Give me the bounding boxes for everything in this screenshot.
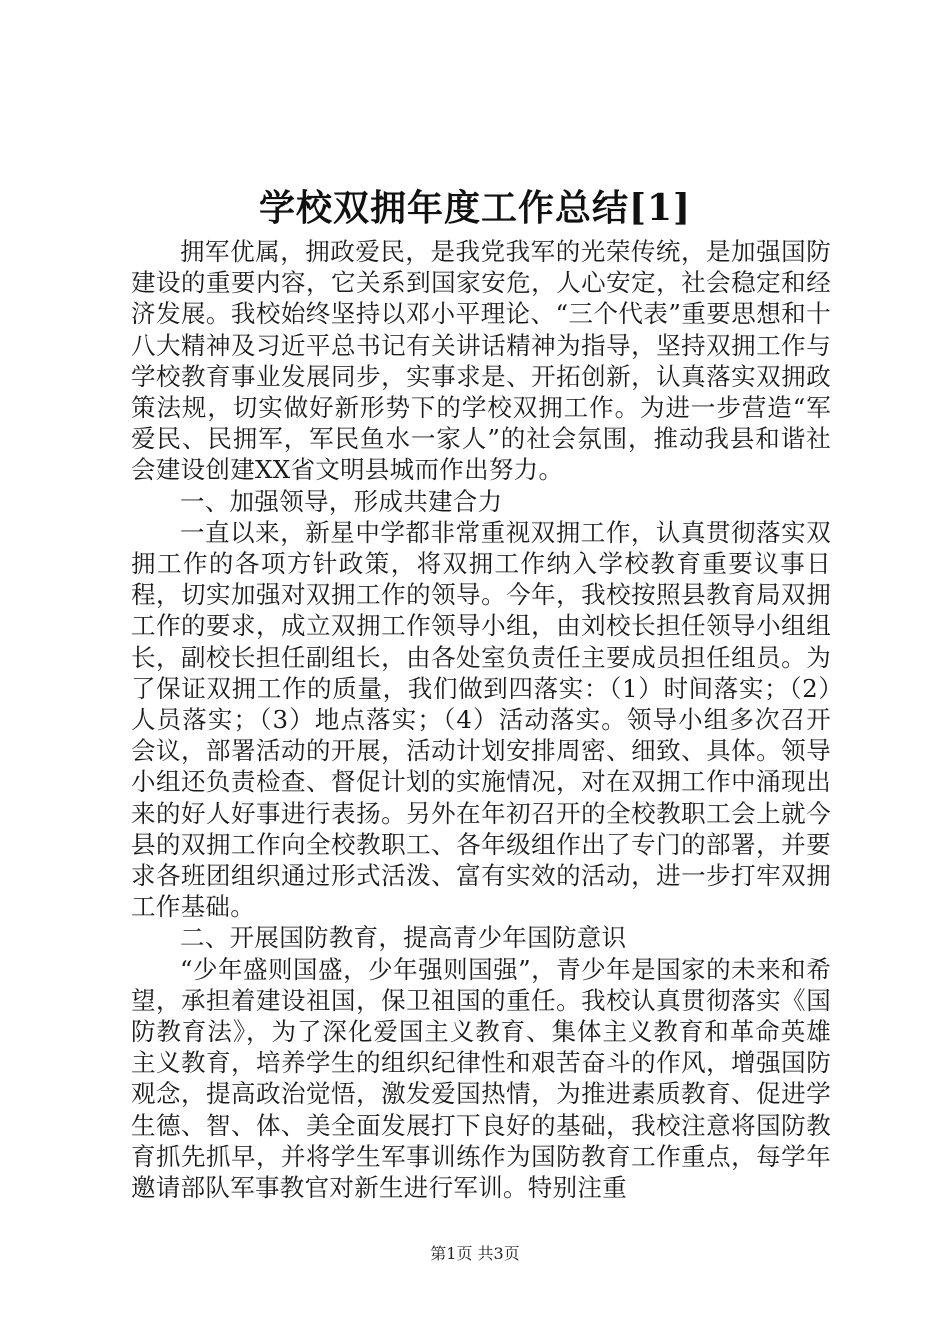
page-footer: 第1页 共3页: [430, 1244, 520, 1263]
document-title: 学校双拥年度工作总结[1]: [258, 187, 692, 229]
section-heading: 二、开展国防教育，提高青少年国防意识: [180, 923, 627, 953]
body-paragraph: 一直以来，新星中学都非常重视双拥工作，认真贯彻落实双拥工作的各项方针政策，将双拥工作纳入学校教育重要议事日程，切实加强对双拥工作的领导。今年，我校按照县教育局双拥工作的要求，成立双拥工作领导小组，由刘校长担任领导小组组长，副校长担任副组长，由各处室负责任主要成员担任组员。为了保证双拥工作的质量，我们做到四落实：（1）时间落实；（2）人员落实；（3）地点落实；（4）活动落实。领导小组多次召开会议，部署活动的开展，活动计划安排周密、细致、具体。领导小组还负责检查、督促计划的实施情况，对在双拥工作中涌现出来的好人好事进行表扬。另外在年初召开的全校教职工会上就今县的双拥工作向全校教职工、各年级组作出了专门的部署，并要求各班团组织通过形式活泼、富有实效的活动，进一步打牢双拥工作基础。: [131, 517, 831, 922]
body-paragraph: “少年盛则国盛，少年强则国强”，青少年是国家的未来和希望，承担着建设祖国，保卫祖国的重任。我校认真贯彻落实《国防教育法》，为了深化爱国主义教育、集体主义教育和革命英雄主义教育，培养学生的组织纪律性和艰苦奋斗的作风，增强国防观念，提高政治觉悟，激发爱国热情，为推进素质教育、促进学生德、智、体、美全面发展打下良好的基础，我校注意将国防教育抓先抓早，并将学生军事训练作为国防教育工作重点，每学年邀请部队军事教官对新生进行军训。特别注重: [131, 954, 831, 1203]
document-body: [131, 236, 831, 1203]
body-paragraph: 拥军优属，拥政爱民，是我党我军的光荣传统，是加强国防建设的重要内容，它关系到国家安危，人心安定，社会稳定和经济发展。我校始终坚持以邓小平理论、“三个代表”重要思想和十八大精神及习近平总书记有关讲话精神为指导，坚持双拥工作与学校教育事业发展同步，实事求是、开拓创新，认真落实双拥政策法规，切实做好新形势下的学校双拥工作。为进一步营造“军爱民、民拥军，军民鱼水一家人”的社会氛围，推动我县和谐社会建设创建XX省文明县城而作出努力。: [131, 237, 832, 485]
section-heading: 一、加强领导，形成共建合力: [180, 486, 503, 516]
